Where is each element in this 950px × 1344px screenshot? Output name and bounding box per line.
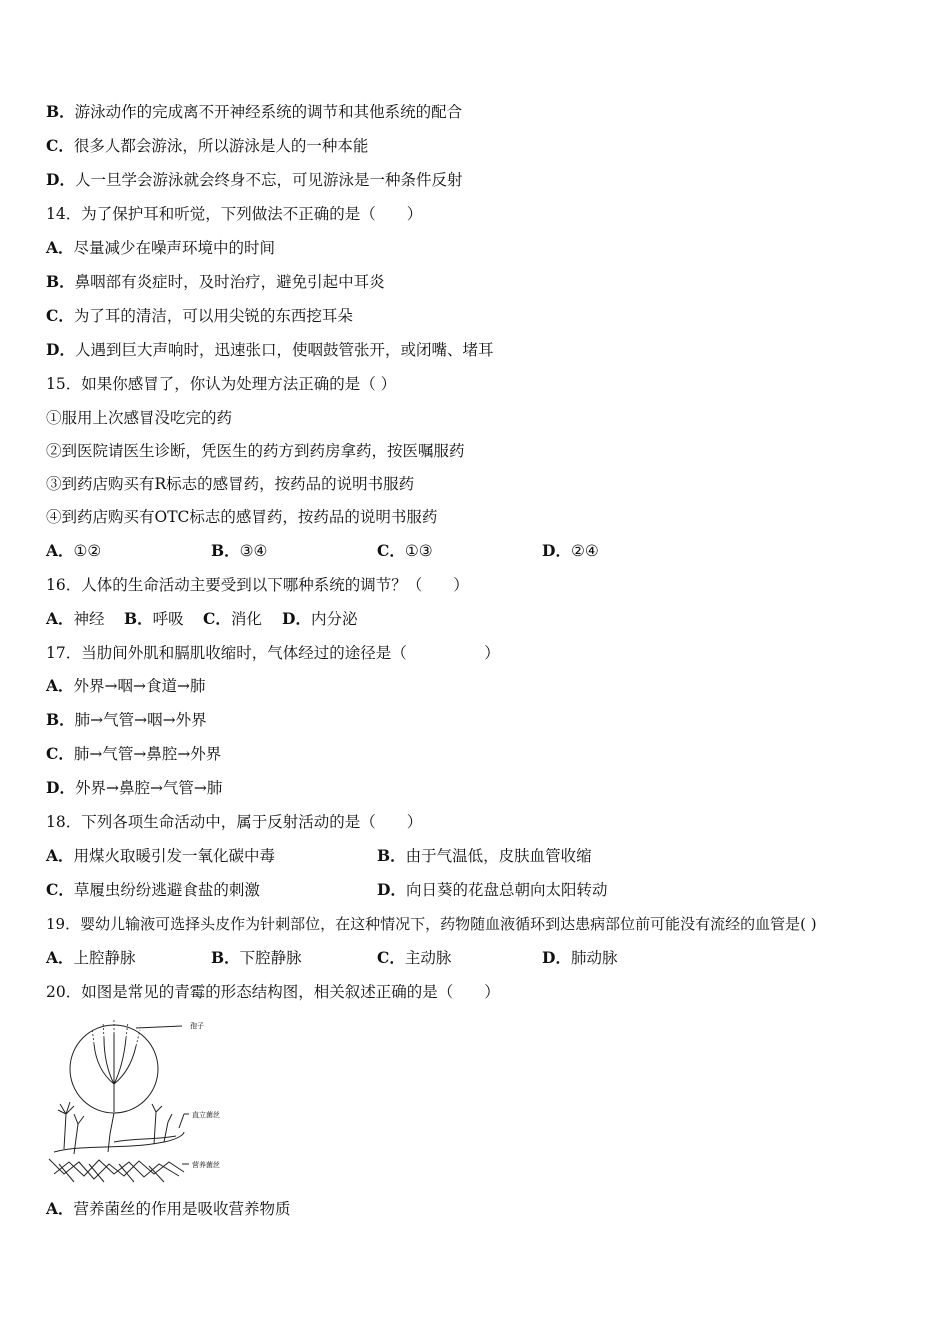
option-text: 下腔静脉 — [239, 949, 302, 967]
option-text: 游泳动作的完成离不开神经系统的调节和其他系统的配合 — [74, 103, 463, 121]
option-text: 外界→咽→食道→肺 — [73, 677, 206, 695]
q19-option-c — [377, 948, 451, 968]
option-text: 尽量减少在噪声环境中的时间 — [73, 239, 276, 257]
option-text: 肺动脉 — [570, 949, 618, 967]
option-letter: D． — [46, 778, 75, 797]
q15-statement-4: ④到药店购买有OTC标志的感冒药，按药品的说明书服药 — [46, 508, 438, 526]
option-text: 主动脉 — [404, 949, 452, 967]
q15-statement-1: ①服用上次感冒没吃完的药 — [46, 409, 233, 427]
figure-label-nutrient-hyphae: 营养菌丝 — [192, 1161, 220, 1169]
option-text: 人一旦学会游泳就会终身不忘，可见游泳是一种条件反射 — [74, 171, 463, 189]
q18-option-c — [46, 880, 260, 900]
option-letter: C． — [377, 541, 405, 560]
option-text: 草履虫纷纷逃避食盐的刺激 — [73, 881, 260, 899]
option-letter: A． — [46, 1199, 74, 1218]
option-text: 向日葵的花盘总朝向太阳转动 — [405, 881, 608, 899]
figure-label-aerial-hyphae: 直立菌丝 — [192, 1111, 220, 1119]
option-letter: B． — [124, 609, 153, 628]
option-text: ②④ — [570, 542, 599, 560]
option-text: 肺→气管→咽→外界 — [74, 711, 207, 729]
option-letter: A． — [46, 609, 74, 628]
option-letter: C． — [46, 744, 74, 763]
option-letter: C． — [377, 948, 405, 967]
q16-option-b — [124, 609, 184, 629]
option-text: 消化 — [230, 610, 262, 628]
q18-stem: 18．下列各项生命活动中，属于反射活动的是（ ） — [46, 813, 423, 831]
q18-option-a — [46, 846, 275, 866]
option-letter: B． — [46, 710, 75, 729]
q15-option-b — [211, 541, 267, 561]
q16-stem: 16．人体的生命活动主要受到以下哪种系统的调节？（ ） — [46, 576, 469, 594]
q15-statement-2: ②到医院请医生诊断，凭医生的药方到药房拿药，按医嘱服药 — [46, 442, 465, 460]
q13-option-b — [46, 102, 462, 122]
q13-option-c — [46, 136, 368, 156]
option-text: 营养菌丝的作用是吸收营养物质 — [73, 1200, 291, 1218]
option-letter: D． — [542, 541, 571, 560]
q14-option-c — [46, 306, 353, 326]
q14-option-a — [46, 238, 275, 258]
option-letter: C． — [203, 609, 231, 628]
option-letter: A． — [46, 541, 74, 560]
q15-statement-3: ③到药店购买有R标志的感冒药，按药品的说明书服药 — [46, 475, 415, 493]
option-letter: B． — [211, 948, 240, 967]
q14-option-d — [46, 340, 493, 360]
figure-label-spore: 孢子 — [190, 1022, 204, 1030]
option-letter: A． — [46, 676, 74, 695]
q16-option-d — [282, 609, 357, 629]
option-letter: C． — [46, 136, 74, 155]
option-text: 外界→鼻腔→气管→肺 — [74, 779, 223, 797]
option-letter: B． — [46, 272, 75, 291]
option-letter: B． — [377, 846, 406, 865]
q18-option-b — [377, 846, 592, 866]
q15-stem: 15．如果你感冒了，你认为处理方法正确的是（ ） — [46, 375, 397, 393]
option-letter: A． — [46, 846, 74, 865]
option-text: ①③ — [404, 542, 433, 560]
option-letter: A． — [46, 238, 74, 257]
option-text: 由于气温低，皮肤血管收缩 — [405, 847, 592, 865]
q15-option-c — [377, 541, 433, 561]
q14-stem: 14．为了保护耳和听觉，下列做法不正确的是（ ） — [46, 205, 423, 223]
option-letter: D． — [377, 880, 406, 899]
q15-option-a — [46, 541, 101, 561]
penicillium-diagram — [44, 1014, 234, 1184]
q17-option-c — [46, 744, 221, 764]
option-letter: D． — [46, 170, 75, 189]
q17-stem: 17．当肋间外肌和膈肌收缩时，气体经过的途径是（ ） — [46, 644, 500, 662]
q16-option-c — [203, 609, 262, 629]
penicillium-figure — [44, 1014, 234, 1184]
option-letter: C． — [46, 880, 74, 899]
option-text: ①② — [73, 542, 102, 560]
q19-option-b — [211, 948, 302, 968]
q15-option-d — [542, 541, 599, 561]
option-letter: D． — [282, 609, 311, 628]
option-text: 肺→气管→鼻腔→外界 — [73, 745, 222, 763]
option-text: 用煤火取暖引发一氧化碳中毒 — [73, 847, 276, 865]
q20-option-a — [46, 1199, 291, 1219]
option-text: 上腔静脉 — [73, 949, 136, 967]
option-text: 神经 — [73, 610, 105, 628]
q13-option-d — [46, 170, 462, 190]
q17-option-b — [46, 710, 207, 730]
option-letter: A． — [46, 948, 74, 967]
option-letter: B． — [211, 541, 240, 560]
option-text: ③④ — [239, 542, 268, 560]
option-text: 很多人都会游泳，所以游泳是人的一种本能 — [73, 137, 369, 155]
option-letter: D． — [542, 948, 571, 967]
option-text: 为了耳的清洁，可以用尖锐的东西挖耳朵 — [73, 307, 353, 325]
q19-option-d — [542, 948, 617, 968]
option-text: 鼻咽部有炎症时，及时治疗，避免引起中耳炎 — [74, 273, 385, 291]
option-text: 呼吸 — [152, 610, 184, 628]
q17-option-d — [46, 778, 222, 798]
q14-option-b — [46, 272, 385, 292]
q18-option-d — [377, 880, 607, 900]
option-letter: D． — [46, 340, 75, 359]
option-text: 人遇到巨大声响时，迅速张口，使咽鼓管张开，或闭嘴、堵耳 — [74, 341, 494, 359]
q17-option-a — [46, 676, 206, 696]
option-letter: B． — [46, 102, 75, 121]
q19-stem: 19．婴幼儿输液可选择头皮作为针刺部位，在这种情况下，药物随血液循环到达患病部位前可能没有流经的血管是( ) — [46, 915, 817, 933]
option-letter: C． — [46, 306, 74, 325]
q19-option-a — [46, 948, 136, 968]
q20-stem: 20．如图是常见的青霉的形态结构图，相关叙述正确的是（ ） — [46, 983, 500, 1001]
option-text: 内分泌 — [310, 610, 358, 628]
q16-option-a — [46, 609, 105, 629]
